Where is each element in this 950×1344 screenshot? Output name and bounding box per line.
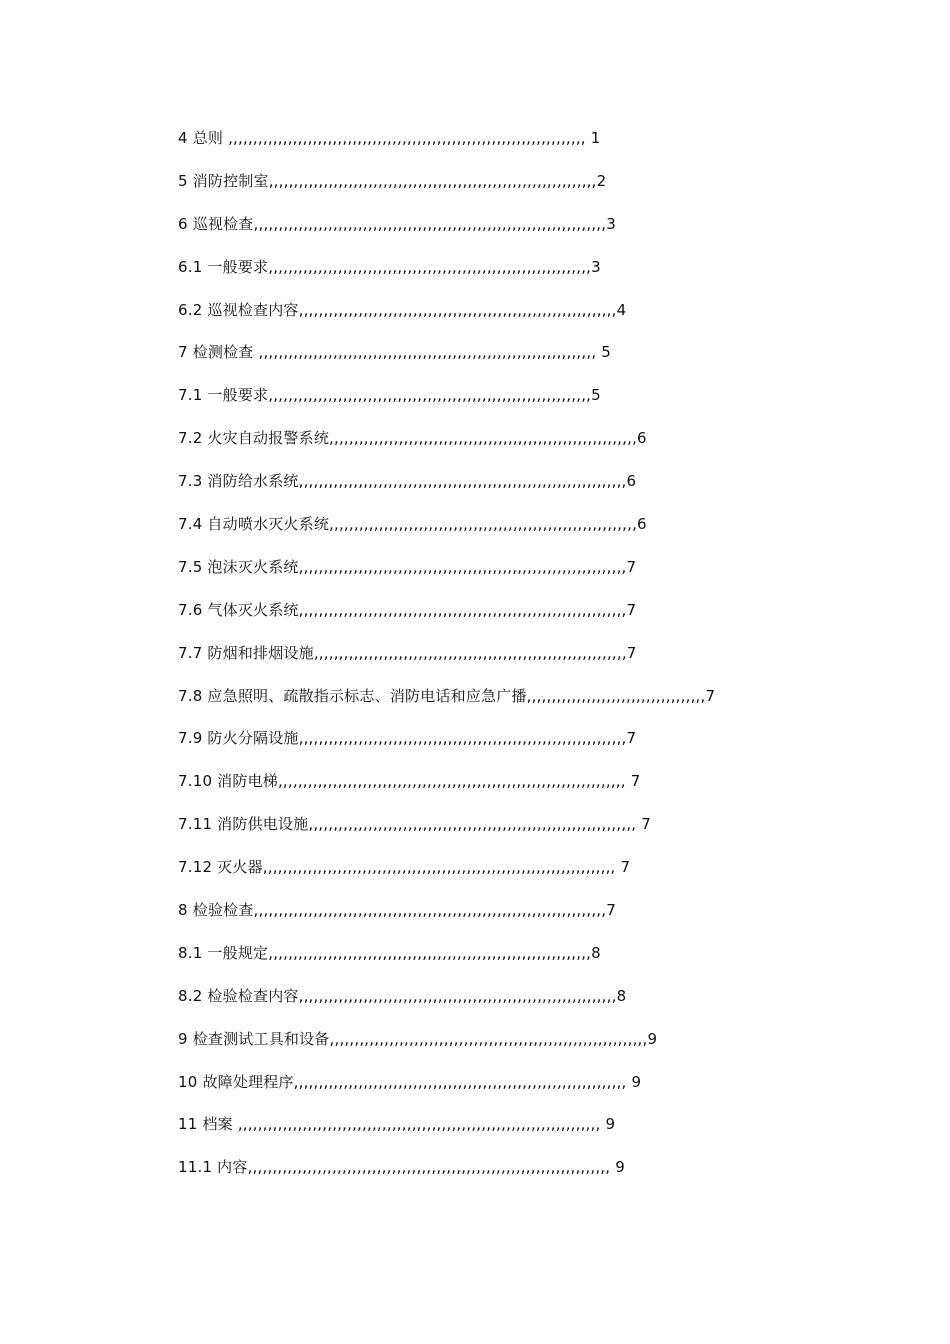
toc-entry-8-1: 8.1 一般规定,,,,,,,,,,,,,,,,,,,,,,,,,,,,,,,,,,,,,,,,,,,,,,,,,,,,,,,,,,,,,,,,,8	[178, 943, 601, 962]
table-of-contents	[178, 127, 715, 1199]
toc-entry-9: 9 检查测试工具和设备,,,,,,,,,,,,,,,,,,,,,,,,,,,,,,,,,,,,,,,,,,,,,,,,,,,,,,,,,,,,,,,,9	[178, 1029, 658, 1048]
toc-entry-7-9: 7.9 防火分隔设施,,,,,,,,,,,,,,,,,,,,,,,,,,,,,,,,,,,,,,,,,,,,,,,,,,,,,,,,,,,,,,,,,,7	[178, 729, 637, 748]
toc-entry-5: 5 消防控制室,,,,,,,,,,,,,,,,,,,,,,,,,,,,,,,,,,,,,,,,,,,,,,,,,,,,,,,,,,,,,,,,,,2	[178, 171, 607, 190]
toc-entry-7-11: 7.11 消防供电设施,,,,,,,,,,,,,,,,,,,,,,,,,,,,,,,,,,,,,,,,,,,,,,,,,,,,,,,,,,,,,,,,,, 7	[178, 815, 651, 834]
toc-entry-7-7: 7.7 防烟和排烟设施,,,,,,,,,,,,,,,,,,,,,,,,,,,,,,,,,,,,,,,,,,,,,,,,,,,,,,,,,,,,,,,7	[178, 643, 637, 662]
toc-entry-7-8: 7.8 应急照明、疏散指示标志、消防电话和应急广播,,,,,,,,,,,,,,,,,,,,,,,,,,,,,,,,,,,,7	[178, 686, 716, 705]
toc-entry-6-2: 6.2 巡视检查内容,,,,,,,,,,,,,,,,,,,,,,,,,,,,,,,,,,,,,,,,,,,,,,,,,,,,,,,,,,,,,,,,4	[178, 300, 627, 319]
toc-entry-4: 4 总则 ,,,,,,,,,,,,,,,,,,,,,,,,,,,,,,,,,,,,,,,,,,,,,,,,,,,,,,,,,,,,,,,,,,,,,,,, 1	[178, 129, 601, 147]
toc-entry-7-10: 7.10 消防电梯,,,,,,,,,,,,,,,,,,,,,,,,,,,,,,,,,,,,,,,,,,,,,,,,,,,,,,,,,,,,,,,,,,,,,, 7	[178, 772, 641, 791]
toc-entry-7-2: 7.2 火灾自动报警系统,,,,,,,,,,,,,,,,,,,,,,,,,,,,,,,,,,,,,,,,,,,,,,,,,,,,,,,,,,,,,,6	[178, 429, 647, 448]
toc-entry-7-6: 7.6 气体灭火系统,,,,,,,,,,,,,,,,,,,,,,,,,,,,,,,,,,,,,,,,,,,,,,,,,,,,,,,,,,,,,,,,,,7	[178, 600, 637, 619]
toc-entry-7-3: 7.3 消防给水系统,,,,,,,,,,,,,,,,,,,,,,,,,,,,,,,,,,,,,,,,,,,,,,,,,,,,,,,,,,,,,,,,,,6	[178, 472, 637, 491]
toc-entry-7: 7 检测检查 ,,,,,,,,,,,,,,,,,,,,,,,,,,,,,,,,,,,,,,,,,,,,,,,,,,,,,,,,,,,,,,,,,,,, 5	[178, 343, 612, 362]
toc-entry-11: 11 档案 ,,,,,,,,,,,,,,,,,,,,,,,,,,,,,,,,,,,,,,,,,,,,,,,,,,,,,,,,,,,,,,,,,,,,,,,,, 9	[178, 1115, 616, 1134]
toc-entry-8: 8 检验检查,,,,,,,,,,,,,,,,,,,,,,,,,,,,,,,,,,,,,,,,,,,,,,,,,,,,,,,,,,,,,,,,,,,,,,,7	[178, 901, 616, 920]
toc-entry-8-2: 8.2 检验检查内容,,,,,,,,,,,,,,,,,,,,,,,,,,,,,,,,,,,,,,,,,,,,,,,,,,,,,,,,,,,,,,,,8	[178, 986, 627, 1005]
toc-entry-6-1: 6.1 一般要求,,,,,,,,,,,,,,,,,,,,,,,,,,,,,,,,,,,,,,,,,,,,,,,,,,,,,,,,,,,,,,,,,3	[178, 257, 601, 276]
toc-entry-7-4: 7.4 自动喷水灭火系统,,,,,,,,,,,,,,,,,,,,,,,,,,,,,,,,,,,,,,,,,,,,,,,,,,,,,,,,,,,,,,6	[178, 515, 647, 534]
toc-entry-11-1: 11.1 内容,,,,,,,,,,,,,,,,,,,,,,,,,,,,,,,,,,,,,,,,,,,,,,,,,,,,,,,,,,,,,,,,,,,,,,,,, 9	[178, 1158, 625, 1177]
toc-entry-7-1: 7.1 一般要求,,,,,,,,,,,,,,,,,,,,,,,,,,,,,,,,,,,,,,,,,,,,,,,,,,,,,,,,,,,,,,,,,5	[178, 386, 601, 405]
toc-entry-7-12: 7.12 灭火器,,,,,,,,,,,,,,,,,,,,,,,,,,,,,,,,,,,,,,,,,,,,,,,,,,,,,,,,,,,,,,,,,,,,,,, 7	[178, 858, 631, 877]
toc-entry-10: 10 故障处理程序,,,,,,,,,,,,,,,,,,,,,,,,,,,,,,,,,,,,,,,,,,,,,,,,,,,,,,,,,,,,,,,,,,, 9	[178, 1072, 642, 1091]
toc-entry-7-5: 7.5 泡沫灭火系统,,,,,,,,,,,,,,,,,,,,,,,,,,,,,,,,,,,,,,,,,,,,,,,,,,,,,,,,,,,,,,,,,,7	[178, 557, 637, 576]
toc-entry-6: 6 巡视检查,,,,,,,,,,,,,,,,,,,,,,,,,,,,,,,,,,,,,,,,,,,,,,,,,,,,,,,,,,,,,,,,,,,,,,,3	[178, 214, 616, 233]
